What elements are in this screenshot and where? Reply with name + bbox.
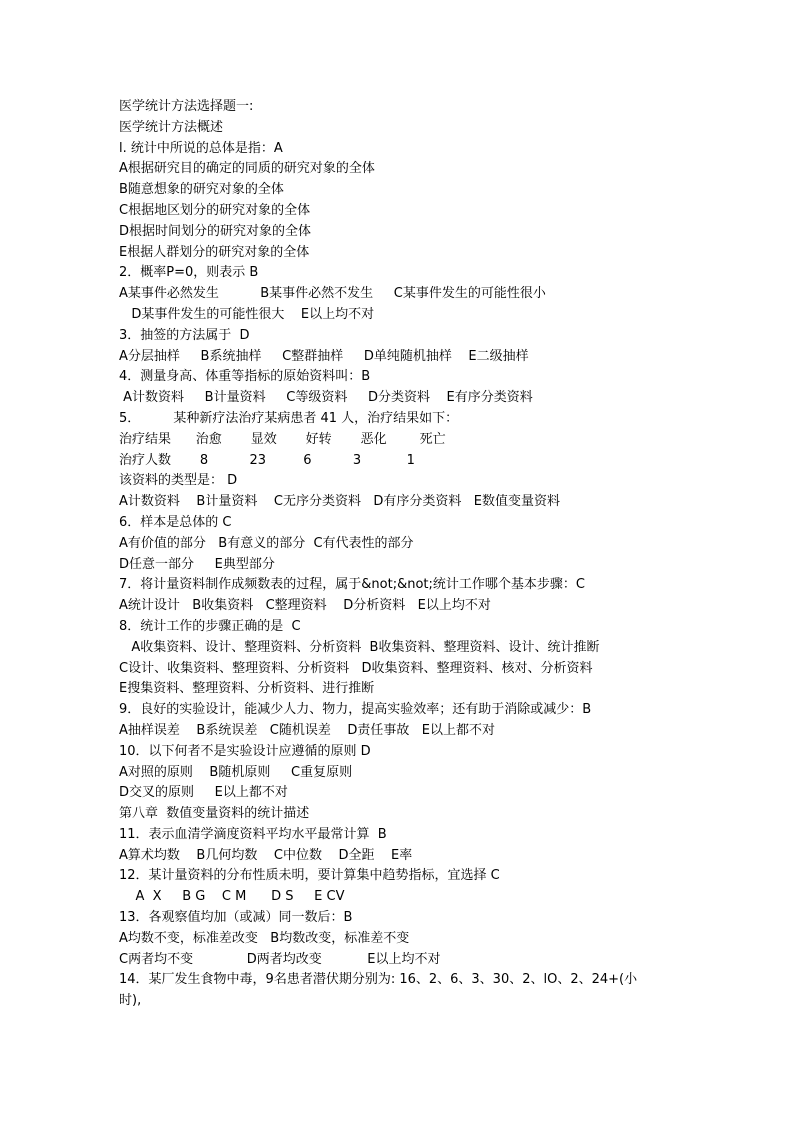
question-6: 6．样本是总体的 C <box>119 514 232 530</box>
question-8-options-row-3: E搜集资料、整理资料、分析资料、进行推断 <box>119 681 375 697</box>
document-body <box>119 97 659 1012</box>
question-7-options: A统计设计 B收集资料 C整理资料 D分析资料 E以上均不对 <box>119 598 491 614</box>
question-2-options-row-2: D某事件发生的可能性很大 E以上均不对 <box>119 306 375 322</box>
question-3-options: A分层抽样 B系统抽样 C整群抽样 D单纯随机抽样 E二级抽样 <box>119 348 529 364</box>
question-4-options: A计数资料 B计量资料 C等级资料 D分类资料 E有序分类资料 <box>119 390 533 406</box>
question-5: 5． 某种新疗法治疗某病患者 41 人，治疗结果如下： <box>119 410 459 426</box>
question-13: 13．各观察值均加（或减）同一数后：B <box>119 910 353 926</box>
question-5-table-values: 治疗人数 8 23 6 3 1 <box>119 452 415 468</box>
question-14: 14．某厂发生食物中毒，9名患者潜伏期分别为: 16、2、6、3、30、2、lO、2、24+(小 <box>119 972 638 988</box>
question-1-option-e: E根据人群划分的研究对象的全体 <box>119 244 310 260</box>
question-11: 11．表示血清学滴度资料平均水平最常计算 B <box>119 826 387 842</box>
question-8-options-row-2: C设计、收集资料、整理资料、分析资料 D收集资料、整理资料、核对、分析资料 <box>119 660 593 676</box>
question-5-options: A计数资料 B计量资料 C无序分类资料 D有序分类资料 E数值变量资料 <box>119 494 560 510</box>
question-1-option-b: B随意想象的研究对象的全体 <box>119 182 284 198</box>
question-2-options-row-1: A某事件必然发生 B某事件必然不发生 C某事件发生的可能性很小 <box>119 286 546 302</box>
question-14-continued: 时), <box>119 993 142 1009</box>
question-6-options-row-2: D任意一部分 E典型部分 <box>119 556 275 572</box>
chapter-heading: 第八章 数值变量资料的统计描述 <box>119 806 310 822</box>
question-9-options: A抽样误差 B系统误差 C随机误差 D责任事故 E以上都不对 <box>119 722 495 738</box>
question-8-options-row-1: A收集资料、设计、整理资料、分析资料 B收集资料、整理资料、设计、统计推断 <box>119 639 600 655</box>
doc-title: 医学统计方法选择题一: <box>119 99 254 114</box>
question-10-options-row-2: D交叉的原则 E以上都不对 <box>119 785 288 801</box>
question-1-option-c: C根据地区划分的研究对象的全体 <box>119 202 311 218</box>
question-5-prompt: 该资料的类型是： D <box>119 473 238 489</box>
question-11-options: A算术均数 B几何均数 C中位数 D全距 E率 <box>119 847 413 863</box>
question-6-options-row-1: A有价值的部分 B有意义的部分 C有代表性的部分 <box>119 535 414 551</box>
question-5-table-header: 治疗结果 治愈 显效 好转 恶化 死亡 <box>119 431 446 447</box>
question-7: 7．将计量资料制作成频数表的过程，属于&not;&not;统计工作哪个基本步骤：C <box>119 577 585 593</box>
question-10: 10．以下何者不是实验设计应遵循的原则 D <box>119 743 371 759</box>
question-10-options-row-1: A对照的原则 B随机原则 C重复原则 <box>119 764 353 780</box>
question-1: l. 统计中所说的总体是指：A <box>119 140 283 156</box>
question-1-option-a: A根据研究目的确定的同质的研究对象的全体 <box>119 161 375 177</box>
question-3: 3．抽签的方法属于 D <box>119 327 250 343</box>
question-4: 4．测量身高、体重等指标的原始资料叫：B <box>119 369 371 385</box>
question-8: 8．统计工作的步骤正确的是 C <box>119 618 301 634</box>
question-13-options-row-1: A均数不变，标准差改变 B均数改变，标准差不变 <box>119 930 410 946</box>
question-13-options-row-2: C两者均不变 D两者均改变 E以上均不对 <box>119 951 441 967</box>
question-2: 2．概率P=0，则表示 B <box>119 265 259 281</box>
question-12-options: A X B G C M D S E CV <box>119 889 345 905</box>
question-12: 12．某计量资料的分布性质未明，要计算集中趋势指标，宜选择 C <box>119 868 500 884</box>
question-1-option-d: D根据时间划分的研究对象的全体 <box>119 223 312 239</box>
question-9: 9．良好的实验设计，能减少人力、物力，提高实验效率；还有助于消除或减少：B <box>119 702 592 718</box>
section-heading: 医学统计方法概述 <box>119 119 224 135</box>
